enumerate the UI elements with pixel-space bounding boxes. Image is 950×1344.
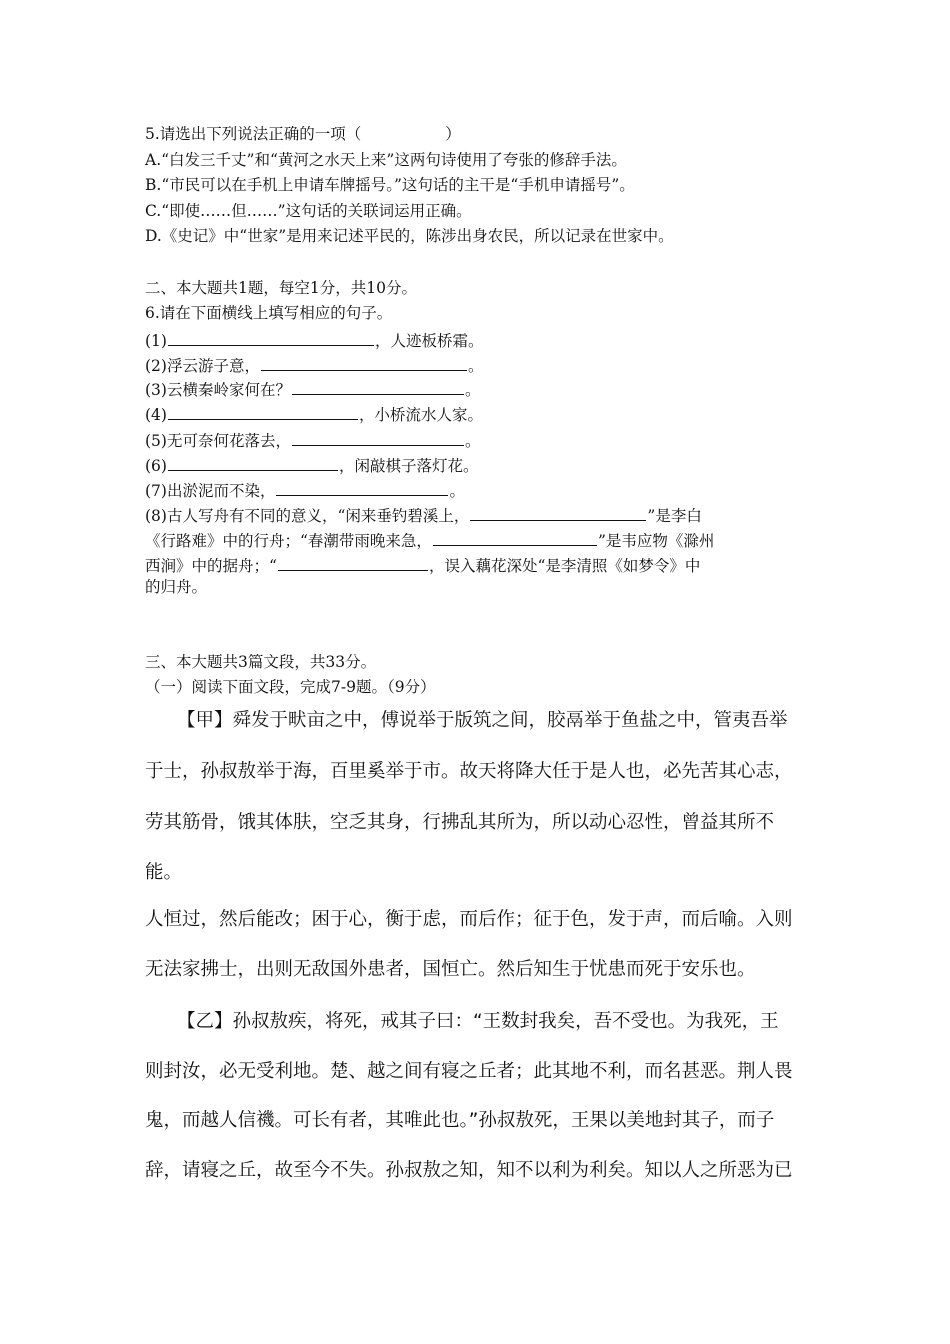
passage-jia-line: 人恒过，然后能改；困于心，衡于虑，而后作；征于色，发于声，而后喻。入则 (145, 909, 793, 930)
q6-item-6: (6) ，闲敲棋子落灯花。 (145, 457, 479, 475)
fill-blank[interactable] (276, 481, 448, 496)
q5-option-a: A.“白发三千丈”和“黄河之水天上来”这两句诗使用了夸张的修辞手法。 (145, 151, 627, 169)
fill-blank[interactable] (261, 356, 467, 371)
q6-item-3: (3)云横秦岭家何在？ 。 (145, 381, 481, 399)
passage-yi-line: 辞，请寝之丘，故至今不失。孙叔敖之知，知不以利为利矣。知以人之所恶为已 (145, 1160, 793, 1181)
q6-item-7: (7)出淤泥而不染， 。 (145, 482, 465, 500)
q5-stem: 5.请选出下列说法正确的一项（ ） (145, 125, 461, 143)
q6-item-8-line1: (8)古人写舟有不同的意义，“闲来垂钓碧溪上， ”是李白 (145, 507, 702, 525)
fill-blank[interactable] (433, 531, 597, 546)
q5-option-c: C.“即使……但……”这句话的关联词运用正确。 (145, 202, 472, 220)
section2-heading: 二、本大题共1题，每空1分，共10分。 (145, 279, 417, 297)
passage-yi-line: 则封汝，必无受利地。楚、越之间有寝之丘者；此其地不利，而名甚恶。荆人畏 (145, 1061, 793, 1082)
fill-blank[interactable] (168, 331, 374, 346)
fill-blank[interactable] (168, 405, 358, 420)
passage-jia-line: 于士，孙叔敖举于海，百里奚举于市。故天将降大任于是人也，必先苦其心志， (145, 761, 793, 782)
q6-item-4: (4) ，小桥流水人家。 (145, 406, 483, 424)
fill-blank[interactable] (292, 380, 464, 395)
q6-item-2: (2)浮云游子意， 。 (145, 357, 484, 375)
passage-jia-line: 无法家拂士，出则无敌国外患者，国恒亡。然后知生于忧患而死于安乐也。 (145, 959, 756, 980)
passage-jia-line: 劳其筋骨，饿其体肤，空乏其身，行拂乱其所为，所以动心忍性，曾益其所不 (145, 812, 775, 833)
fill-blank[interactable] (292, 431, 464, 446)
q5-option-b: B.“市民可以在手机上申请车牌摇号。”这句话的主干是“手机申请摇号”。 (145, 176, 635, 194)
fill-blank[interactable] (470, 506, 646, 521)
q6-item-1: (1) ，人迹板桥霜。 (145, 332, 484, 350)
q6-item-8-line4: 的归舟。 (145, 578, 208, 596)
q6-item-8-line3: 西涧》中的据舟；“ ，误入藕花深处“是李清照《如梦令》中 (145, 557, 701, 575)
q6-item-8-line2: 《行路难》中的行舟；“春潮带雨晚来急， ”是韦应物《滁州 (145, 532, 715, 550)
fill-blank[interactable] (278, 556, 428, 571)
q6-item-5: (5)无可奈何花落去， 。 (145, 432, 481, 450)
passage-jia-line: 能。 (145, 862, 183, 883)
passage-jia-line: 【甲】舜发于畎亩之中，傅说举于版筑之间，胶鬲举于鱼盐之中，管夷吾举 (177, 710, 788, 731)
q5-option-d: D.《史记》中“世家”是用来记述平民的，陈涉出身农民，所以记录在世家中。 (145, 227, 674, 245)
passage-yi-line: 鬼，而越人信禨。可长有者，其唯此也。”孙叔敖死，王果以美地封其子，而子 (145, 1110, 775, 1131)
section3-subheading: （一）阅读下面文段，完成7-9题。（9分） (145, 678, 436, 696)
passage-yi-line: 【乙】孙叔敖疾，将死，戒其子曰：“王数封我矣，吾不受也。为我死，王 (177, 1011, 779, 1032)
fill-blank[interactable] (168, 456, 338, 471)
q6-stem: 6.请在下面横线上填写相应的句子。 (145, 304, 393, 322)
section3-heading: 三、本大题共3篇文段，共33分。 (145, 653, 377, 671)
